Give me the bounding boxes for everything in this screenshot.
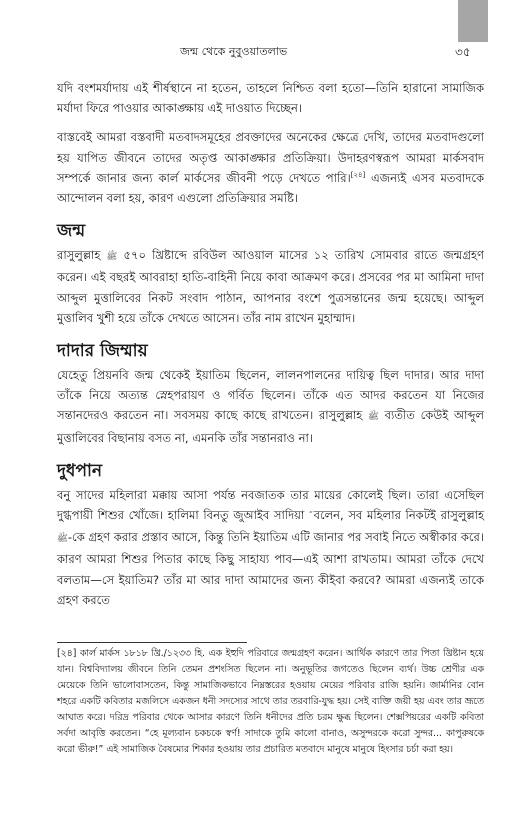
salawat-glyph: ﷺ <box>368 412 379 423</box>
running-header <box>0 44 528 62</box>
paragraph-birth-text-1: রাসুলুল্লাহ <box>57 248 107 263</box>
salawat-glyph: ﷺ <box>57 534 68 545</box>
salawat-glyph: ﷺ <box>106 252 118 263</box>
paragraph-nursing-text-1: বনু সাদের মহিলারা মক্কায় আসা পর্যন্ত নবজাতক তার মায়ের কোলেই ছিল। তারা এসেছিল দুগ্ধপায়ী শিশুর খোঁজে। হালিমা বিনতু জুআইব সাদিয়া <box>57 487 484 523</box>
paragraph-custody-text-1: যেহেতু প্রিয়নবি জন্ম থেকেই ইয়াতিম ছিলেন, লালনপালনের দায়িত্ব ছিল দাদার। আর দাদা তাঁকে নিয়ে অত্যন্ত স্নেহপরায়ণ ও গর্বিত ছিলেন। তাঁকে এত আদর করতেন যা নিজের সন্তানদেরও করতেন না। সবসময় কাছে কাছে রাখতেন। রাসুলুল্লাহ <box>57 368 484 423</box>
paragraph-birth <box>57 245 484 328</box>
paragraph-birth-text-2: ৫৭০ খ্রিষ্টাব্দে রবিউল আওয়াল মাসের ১২ তারিখ সোমবার রাতে জন্মগ্রহণ করেন। এই বছরই আবরাহা হাতি-বাহিনী নিয়ে কাবা আক্রমণ করে। প্রসবের পর মা আমিনা দাদা আব্দুল মুত্তালিবের নিকট সংবাদ পাঠান, আপনার বংশে পুত্রসন্তানের জন্ম হয়েছে। আব্দুল মুত্তালিব খুশী হয়ে তাঁকে দেখতে আসেন। তাঁর নাম রাখেন মুহাম্মাদ। <box>57 248 484 325</box>
paragraph-ideologies-tail: এজন্যই এসব মতবাদকে আন্দোলন বলা হয়, কারণ এগুলো প্রতিক্রিয়ার সমষ্টি। <box>57 170 484 206</box>
footnote-divider <box>57 642 247 643</box>
section-heading-birth: জন্ম <box>57 221 86 242</box>
paragraph-custody-text-2: ব্যতীত কেউই আব্দুল মুত্তালিবের বিছানায় বসত না, এমনকি তাঁর সন্তানরাও না। <box>57 408 484 445</box>
paragraph-nursing-text-2: বলেন, সব মহিলার নিকটই রাসুলুল্লাহ <box>308 508 484 523</box>
paragraph-intro-text: যদি বংশমর্যাদায় এই শীর্ষস্থানে না হতেন, তাহলে নিশ্চিত বলা হতো—তিনি হারানো সামাজিক মর্যাদা ফিরে পাওয়ার আকাঙ্ক্ষায় এই দাওয়াত দিচ্ছেন। <box>57 81 484 116</box>
paragraph-ideologies-text: বাস্তবেই আমরা বস্তবাদী মতবাদসমূহের প্রবক্তাদের অনেকের ক্ষেত্রে দেখি, তাদের মতবাদগুলো হয় যাপিত জীবনে তাদের অতৃপ্ত আকাঙ্ক্ষার প্রতিক্রিয়া। উদাহরণস্বরূপ আমরা মার্কসবাদ সম্পর্কে জানার জন্য কার্ল মার্কসের জীবনী পড়ে দেখতে পারি। <box>57 130 484 185</box>
footnote-24: [২৪] কার্ল মার্কস ১৮১৮ খ্রি./১২৩৩ হি. এক ইহুদি পরিবারে জন্মগ্রহণ করেন। আর্থিক কারণে তার পিতা খ্রিষ্টান হয়ে যান। বিশ্ববিদ্যালয় জীবনে তিনি তেমন প্রশংসিত ছিলেন না। অনুভূতির জগতেও ছিলেন ব্যর্থ। উচ্চ শ্রেণীর এক মেয়েকে তিনি ভালোবাসতেন, কিন্তু সামাজিকভাবে নিম্নস্তরের হওয়ায় মেয়ের পরিবার রাজি হয়নি। জার্মানির বোন শহরে একটি কবিতার মজলিসে একজন ধনী সদস্যের সাথে তার তরবারি-যুদ্ধ হয়। সেই ব্যক্তি জয়ী হয় এবং তার ভ্রূতে আঘাত করে। দরিদ্র পরিবার থেকে আসার কারণে তিনি ধনীদের প্রতি চরম ক্ষুব্ধ ছিলেন। শেক্সপিয়রের একটি কবিতা সর্বদা আবৃত্তি করতেন। “হে মূল্যবান চকচকে স্বর্ণ! সাদাকে তুমি কালো বানাও, অসুন্দরকে করো সুন্দর... কাপুরুষকে করো ভীরু!” এই সামাজিক বৈষম্যের শিকার হওয়ায় তার প্রচারিত মতবাদে মানুষে মানুষে হিংসার চর্চা করা হয়। <box>57 648 484 755</box>
paragraph-ideologies <box>57 127 484 208</box>
section-heading-custody: দাদার জিম্মায় <box>57 341 148 362</box>
footnote-ref-24[interactable]: [২৪] <box>350 170 366 179</box>
running-title: জন্ম থেকে নুবুওয়াতলাভ <box>180 45 288 58</box>
main-text <box>57 78 484 619</box>
page-number: ৩৫ <box>455 45 471 59</box>
chapter-thumb-tab <box>458 0 488 42</box>
paragraph-custody <box>57 365 484 448</box>
paragraph-nursing <box>57 485 484 610</box>
paragraph-nursing-text-3: -কে গ্রহণ করার প্রস্তাব আসে, কিন্তু তিনি ইয়াতিম এটি জানার পর সবাই নিতে অস্বীকার করে। কারণ আমরা শিশুর পিতার কাছে কিছু সাহায্য পাব—এই আশা রাখতাম। আমরা তাঁকে দেখে বলতাম—সে ইয়াতিম? তাঁর মা আর দাদা আমাদের জন্য কীইবা করবে? আমরা এজন্যই তাকে গ্রহণ করতে <box>57 530 484 607</box>
paragraph-intro <box>57 78 484 118</box>
section-heading-nursing: দুধপান <box>57 460 103 481</box>
